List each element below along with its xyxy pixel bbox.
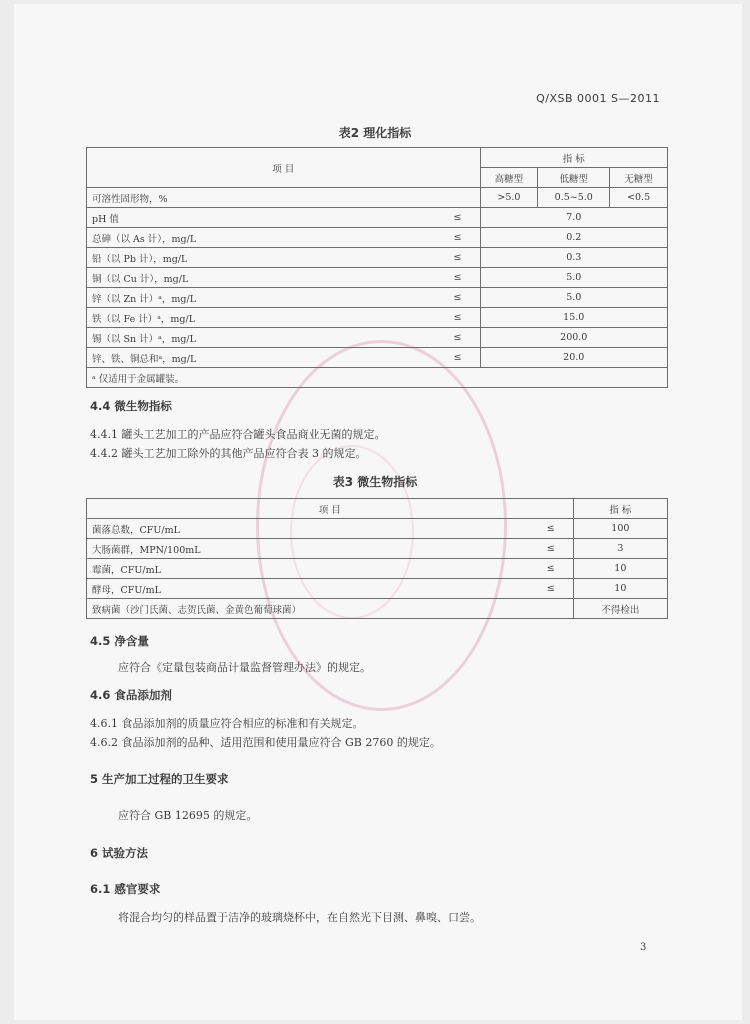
table2-head-index: 指 标 [480, 148, 667, 168]
table3-row-label: 菌落总数，CFU/mL [87, 519, 536, 539]
table3-row-operator: ≤ [536, 579, 574, 599]
table2-row-value: 200.0 [480, 328, 667, 348]
table2-row-label: 可溶性固形物，% [87, 188, 481, 208]
section-6-1-text: 将混合均匀的样品置于洁净的玻璃烧杯中，在自然光下目测、鼻嗅、口尝。 [118, 911, 481, 924]
table2-head-item: 项 目 [87, 148, 481, 188]
table3-head-item: 项 目 [87, 499, 574, 519]
table2-row-value: 15.0 [480, 308, 667, 328]
page-number: 3 [640, 942, 647, 953]
table3-row-value: 100 [573, 519, 667, 539]
table2-row-value: 0.3 [480, 248, 667, 268]
table2-footnote: ᵃ 仅适用于金属罐装。 [87, 368, 668, 388]
clause-4-4-1: 4.4.1 罐头工艺加工的产品应符合罐头食品商业无菌的规定。 [90, 428, 386, 441]
table2-row-label: 铅（以 Pb 计），mg/L [87, 248, 443, 268]
table2-row-value: 0.5~5.0 [538, 188, 610, 208]
table2-physicochemical [86, 147, 668, 388]
table3-row-label: 霉菌，CFU/mL [87, 559, 536, 579]
table2-caption: 表2 理化指标 [338, 126, 412, 140]
table2-row-operator: ≤ [443, 308, 481, 328]
clause-4-6-2: 4.6.2 食品添加剂的品种、适用范围和使用量应符合 GB 2760 的规定。 [90, 736, 441, 749]
table2-row-value: <0.5 [610, 188, 668, 208]
table3-row-operator: ≤ [536, 559, 574, 579]
table2-subhead: 低糖型 [538, 168, 610, 188]
table2-row-operator: ≤ [443, 268, 481, 288]
clause-4-6-1: 4.6.1 食品添加剂的质量应符合相应的标准和有关规定。 [90, 717, 364, 730]
section-4-4-heading: 4.4 微生物指标 [90, 399, 172, 413]
section-6-1-heading: 6.1 感官要求 [90, 882, 161, 896]
table3-row-label: 致病菌（沙门氏菌、志贺氏菌、金黄色葡萄球菌） [87, 599, 574, 619]
table2-row-label: 锌、铁、铜总和ᵃ，mg/L [87, 348, 443, 368]
table2-row-label: 铜（以 Cu 计），mg/L [87, 268, 443, 288]
table2-row-label: 锡（以 Sn 计）ᵃ，mg/L [87, 328, 443, 348]
standard-number: Q/XSB 0001 S—2011 [536, 92, 660, 105]
table3-row-value: 10 [573, 579, 667, 599]
table3-row-operator: ≤ [536, 539, 574, 559]
table3-microbiological [86, 498, 668, 619]
table3-row-operator: ≤ [536, 519, 574, 539]
table2-row-value: 5.0 [480, 268, 667, 288]
table3-row-value: 10 [573, 559, 667, 579]
table3-row-value: 3 [573, 539, 667, 559]
table2-row-label: 锌（以 Zn 计）ᵃ，mg/L [87, 288, 443, 308]
table2-row-label: 总砷（以 As 计），mg/L [87, 228, 443, 248]
table2-row-operator: ≤ [443, 348, 481, 368]
section-4-5-text: 应符合《定量包装商品计量监督管理办法》的规定。 [118, 661, 371, 674]
table2-row-operator: ≤ [443, 228, 481, 248]
table3-row-value: 不得检出 [573, 599, 667, 619]
table2-row-operator: ≤ [443, 208, 481, 228]
table2-row-value: 5.0 [480, 288, 667, 308]
section-5-text: 应符合 GB 12695 的规定。 [118, 809, 258, 822]
table2-subhead: 无糖型 [610, 168, 668, 188]
table2-row-operator: ≤ [443, 288, 481, 308]
table3-head-index: 指 标 [573, 499, 667, 519]
section-4-5-heading: 4.5 净含量 [90, 634, 149, 648]
table2-row-operator: ≤ [443, 328, 481, 348]
section-6-heading: 6 试验方法 [90, 846, 149, 860]
clause-4-4-2: 4.4.2 罐头工艺加工除外的其他产品应符合表 3 的规定。 [90, 447, 367, 460]
table2-row-value: >5.0 [480, 188, 538, 208]
table2-row-label: 铁（以 Fe 计）ᵃ，mg/L [87, 308, 443, 328]
table2-subhead: 高糖型 [480, 168, 538, 188]
table3-row-label: 大肠菌群，MPN/100mL [87, 539, 536, 559]
table2-row-label: pH 值 [87, 208, 443, 228]
table2-row-value: 20.0 [480, 348, 667, 368]
table2-row-operator: ≤ [443, 248, 481, 268]
table3-row-label: 酵母，CFU/mL [87, 579, 536, 599]
section-5-heading: 5 生产加工过程的卫生要求 [90, 772, 229, 786]
section-4-6-heading: 4.6 食品添加剂 [90, 688, 172, 702]
table2-row-value: 7.0 [480, 208, 667, 228]
table2-row-value: 0.2 [480, 228, 667, 248]
table3-caption: 表3 微生物指标 [332, 475, 418, 489]
